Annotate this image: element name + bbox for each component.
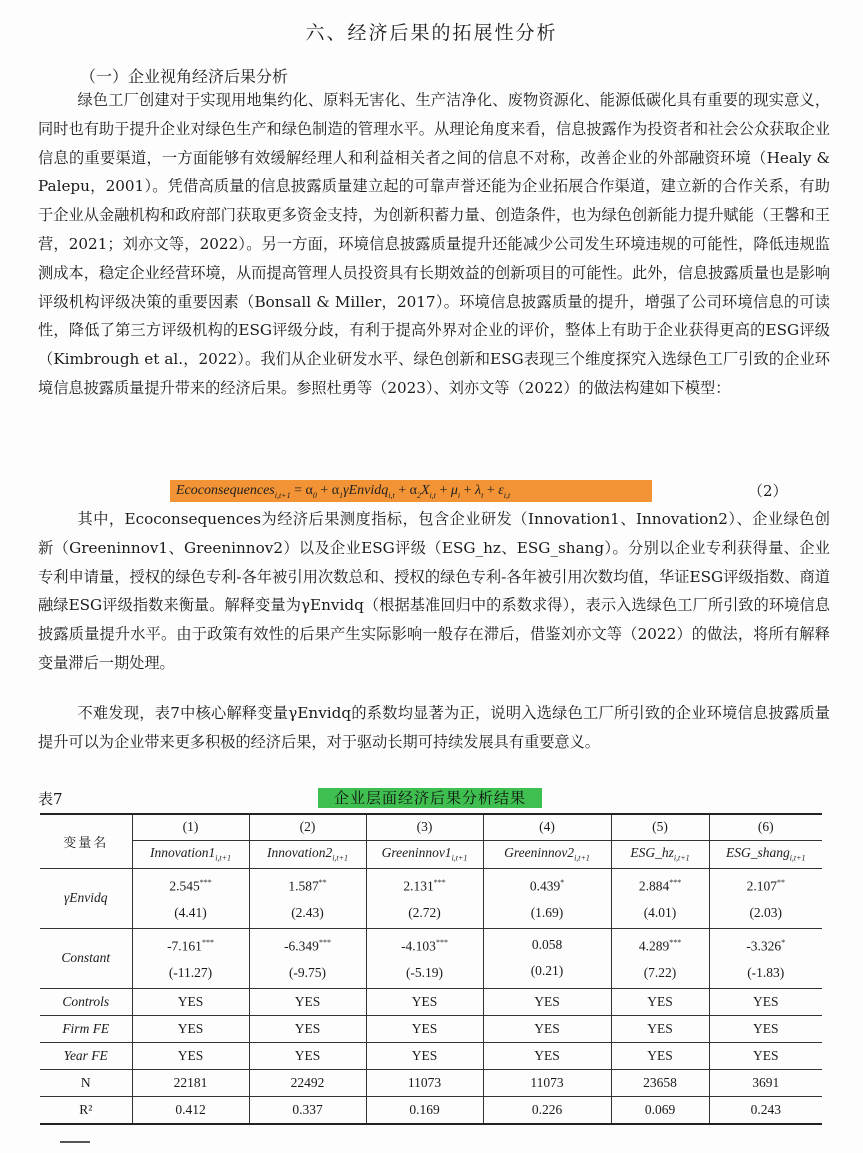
n-cell: 23658 xyxy=(611,1069,709,1096)
col-sub: i,t+1 xyxy=(215,853,232,863)
value-cell xyxy=(249,928,366,988)
paragraph-2: 其中，Ecoconsequences为经济后果测度指标，包含企业研发（Innovation1、Innovation2）、企业绿色创新（Greeninnov1、Greeninnov2）以及企业ESG评级（ESG_hz、ESG_shang）。分别以企业专利获得量、企业专利申请量，授权的绿色专利-各年被引用次数总和、授权的绿色专利-各年被引用次数均值，华证ESG评级指数、商道融绿ESG评级指数来衡量。解释变量为γEnvidq（根据基准回归中的系数求得），表示入选绿色工厂所引致的环境信息披露质量提升水平。由于政策有效性的后果产生实际影响一般存在滞后，借鉴刘亦文等（2022）的做法，将所有解释变量滞后一期处理。 xyxy=(38,510,830,672)
eq-eps: ε xyxy=(498,483,504,498)
significance-stars: * xyxy=(781,938,786,948)
t-value: (4.41) xyxy=(174,904,207,920)
eq-alpha2: α xyxy=(409,483,417,498)
row-label: γEnvidq xyxy=(40,868,132,928)
row-label: N xyxy=(40,1069,132,1096)
col-name: Greeninnov2 xyxy=(504,845,575,861)
page-edge-rule xyxy=(60,1141,90,1153)
value-cell xyxy=(366,868,483,928)
model-equation xyxy=(170,480,652,502)
eq-alpha0-sub: 0 xyxy=(312,490,317,500)
results-table xyxy=(40,813,822,1125)
n-cell: 11073 xyxy=(483,1069,611,1096)
eq-plus: + xyxy=(439,483,448,498)
significance-stars: ** xyxy=(776,878,785,888)
eq-term1: γEnvidq xyxy=(343,483,389,498)
r2-cell: 0.337 xyxy=(249,1096,366,1124)
col-name: ESG_hz xyxy=(630,845,674,861)
eq-alpha2-sub: 2 xyxy=(416,490,421,500)
value-cell xyxy=(132,868,249,928)
yes-cell: YES xyxy=(249,1042,366,1069)
coef-value: -7.161*** xyxy=(167,938,214,954)
table-row-controls xyxy=(40,988,822,1015)
yes-cell: YES xyxy=(249,988,366,1015)
significance-stars: *** xyxy=(201,938,214,948)
significance-stars: *** xyxy=(669,878,682,888)
table-row-n xyxy=(40,1069,822,1096)
r2-cell: 0.412 xyxy=(132,1096,249,1124)
row-label: Year FE xyxy=(40,1042,132,1069)
eq-alpha0: α xyxy=(305,483,313,498)
t-value: (1.69) xyxy=(530,904,564,920)
t-value: (0.21) xyxy=(530,963,564,978)
col-number: (5) xyxy=(611,814,709,840)
col-sub: i,t+1 xyxy=(332,853,349,863)
yes-cell: YES xyxy=(483,1015,611,1042)
value-cell xyxy=(366,928,483,988)
eq-alpha1-sub: 1 xyxy=(339,490,344,500)
coef-value: -6.349*** xyxy=(284,938,331,954)
r2-cell: 0.243 xyxy=(709,1096,822,1124)
value-cell xyxy=(249,868,366,928)
yes-cell: YES xyxy=(709,1042,822,1069)
eq-mu-sub: i xyxy=(457,490,461,500)
col-sub: i,t+1 xyxy=(673,853,690,863)
coef-value: -4.103*** xyxy=(401,938,448,954)
yes-cell: YES xyxy=(132,1015,249,1042)
table-row-constant xyxy=(40,928,822,988)
significance-stars: *** xyxy=(433,878,446,888)
section-title: 六、经济后果的拓展性分析 xyxy=(305,22,558,44)
eq-term1-sub: i,t xyxy=(388,490,395,500)
t-value: (2.03) xyxy=(749,904,783,920)
value-cell xyxy=(611,928,709,988)
value-cell xyxy=(132,928,249,988)
table-label: 表7 xyxy=(38,790,63,808)
col-name-cell xyxy=(483,840,611,868)
col-number: (6) xyxy=(709,814,822,840)
coef-value: 2.131*** xyxy=(403,878,446,894)
eq-plus: + xyxy=(463,483,472,498)
value-cell xyxy=(611,868,709,928)
table-row-coef xyxy=(40,868,822,928)
row-label: R² xyxy=(40,1096,132,1124)
yes-cell: YES xyxy=(249,1015,366,1042)
eq-plus: + xyxy=(398,483,407,498)
col-sub: i,t+1 xyxy=(789,853,806,863)
r2-cell: 0.069 xyxy=(611,1096,709,1124)
row-label: Firm FE xyxy=(40,1015,132,1042)
coef-value: 0.058 xyxy=(531,937,563,952)
table-row-r2 xyxy=(40,1096,822,1124)
yes-cell: YES xyxy=(611,1042,709,1069)
var-header: 变量名 xyxy=(40,814,132,868)
eq-term2-sub: i,t xyxy=(429,490,436,500)
eq-lambda: λ xyxy=(475,483,482,498)
value-cell xyxy=(483,928,611,988)
yes-cell: YES xyxy=(611,988,709,1015)
col-sub: i,t+1 xyxy=(451,853,468,863)
eq-eps-sub: i,t xyxy=(503,490,511,500)
significance-stars: *** xyxy=(669,938,682,948)
yes-cell: YES xyxy=(709,988,822,1015)
eq-sign: = xyxy=(294,483,302,498)
yes-cell: YES xyxy=(483,1042,611,1069)
coef-value: 2.545*** xyxy=(169,878,212,894)
col-name-cell xyxy=(611,840,709,868)
eq-lhs: Ecoconsequences xyxy=(176,483,275,498)
col-name: Innovation2 xyxy=(266,845,333,861)
yes-cell: YES xyxy=(132,988,249,1015)
t-value: (-11.27) xyxy=(168,964,213,980)
yes-cell: YES xyxy=(366,1015,483,1042)
coef-value: 2.884*** xyxy=(638,878,682,894)
significance-stars: *** xyxy=(318,938,331,948)
paragraph-3: 不难发现，表7中核心解释变量γEnvidq的系数均显著为正，说明入选绿色工厂所引致的企业环境信息披露质量提升可以为企业带来更多积极的经济后果，对于驱动长期可持续发展具有重要意义。 xyxy=(38,704,830,751)
coef-value: 0.439* xyxy=(529,878,565,894)
n-cell: 11073 xyxy=(366,1069,483,1096)
t-value: (7.22) xyxy=(643,964,677,980)
table-row-year-fe xyxy=(40,1042,822,1069)
yes-cell: YES xyxy=(366,1042,483,1069)
col-number: (3) xyxy=(366,814,483,840)
col-number: (1) xyxy=(132,814,249,840)
subsection-title: （一）企业视角经济后果分析 xyxy=(80,67,289,86)
col-name-cell xyxy=(709,840,822,868)
yes-cell: YES xyxy=(611,1015,709,1042)
significance-stars: *** xyxy=(199,878,212,888)
yes-cell: YES xyxy=(132,1042,249,1069)
table-row-firm-fe xyxy=(40,1015,822,1042)
col-name: Innovation1 xyxy=(149,845,216,861)
significance-stars: ** xyxy=(318,878,327,888)
n-cell: 3691 xyxy=(709,1069,822,1096)
value-cell xyxy=(709,868,822,928)
yes-cell: YES xyxy=(483,988,611,1015)
significance-stars: *** xyxy=(435,938,448,948)
significance-stars: * xyxy=(560,878,565,888)
coef-value: -3.326* xyxy=(746,938,786,954)
table-title: 企业层面经济后果分析结果 xyxy=(318,788,542,808)
coef-value: 2.107** xyxy=(746,878,785,894)
col-name-cell xyxy=(249,840,366,868)
equation-number: （2） xyxy=(748,482,788,500)
eq-lambda-sub: t xyxy=(481,490,484,500)
n-cell: 22492 xyxy=(249,1069,366,1096)
t-value: (2.72) xyxy=(408,904,441,920)
paragraph-1: 绿色工厂创建对于实现用地集约化、原料无害化、生产洁净化、废物资源化、能源低碳化具有重要的现实意义，同时也有助于提升企业对绿色生产和绿色制造的管理水平。从理论角度来看，信息披露作为投资者和社会公众获取企业信息的重要渠道，一方面能够有效缓解经理人和利益相关者之间的信息不对称，改善企业的外部融资环境（Healy & Palepu，2001）。凭借高质量的信息披露质量建立起的可靠声誉还能为企业拓展合作渠道，建立新的合作关系，有助于企业从金融机构和政府部门获取更多资金支持，为创新积蓄力量、创造条件，也为绿色创新能力提升赋能（王馨和王营，2021；刘亦文等，2022）。另一方面，环境信息披露质量提升还能减少公司发生环境违规的可能性，降低违规监测成本，稳定企业经营环境，从而提高管理人员投资具有长期效益的创新项目的可能性。此外，信息披露质量也是影响评级机构评级决策的重要因素（Bonsall & Miller，2017）。环境信息披露质量的提升，增强了公司环境信息的可读性，降低了第三方评级机构的ESG评级分歧，有利于提高外界对企业的评价，整体上有助于企业获得更高的ESG评级（Kimbrough et al.，2022）。我们从企业研发水平、绿色创新和ESG表现三个维度探究入选绿色工厂引致的企业环境信息披露质量提升带来的经济后果。参照杜勇等（2023）、刘亦文等（2022）的做法构建如下模型： xyxy=(38,91,830,397)
col-name: Greeninnov1 xyxy=(381,845,452,861)
col-name-cell xyxy=(366,840,483,868)
equation-row xyxy=(0,478,863,502)
r2-cell: 0.226 xyxy=(483,1096,611,1124)
yes-cell: YES xyxy=(709,1015,822,1042)
r2-cell: 0.169 xyxy=(366,1096,483,1124)
col-name: ESG_shang xyxy=(725,845,790,861)
eq-lhs-sub: i,t+1 xyxy=(274,490,291,500)
t-value: (-9.75) xyxy=(288,964,327,980)
col-number: (2) xyxy=(249,814,366,840)
eq-alpha1: α xyxy=(331,483,340,498)
t-value: (4.01) xyxy=(643,904,677,920)
value-cell xyxy=(483,868,611,928)
row-label: Controls xyxy=(40,988,132,1015)
row-label: Constant xyxy=(40,928,132,988)
coef-value: 1.587** xyxy=(288,878,327,894)
col-name-cell xyxy=(132,840,249,868)
t-value: (-1.83) xyxy=(747,964,785,980)
eq-mu: μ xyxy=(450,483,458,498)
col-number: (4) xyxy=(483,814,611,840)
yes-cell: YES xyxy=(366,988,483,1015)
eq-term2: X xyxy=(420,483,430,498)
col-sub: i,t+1 xyxy=(574,853,590,863)
n-cell: 22181 xyxy=(132,1069,249,1096)
t-value: (2.43) xyxy=(291,904,324,920)
coef-value: 4.289*** xyxy=(638,938,682,954)
value-cell xyxy=(709,928,822,988)
t-value: (-5.19) xyxy=(405,964,444,980)
eq-plus: + xyxy=(320,483,329,498)
eq-plus: + xyxy=(486,483,495,498)
